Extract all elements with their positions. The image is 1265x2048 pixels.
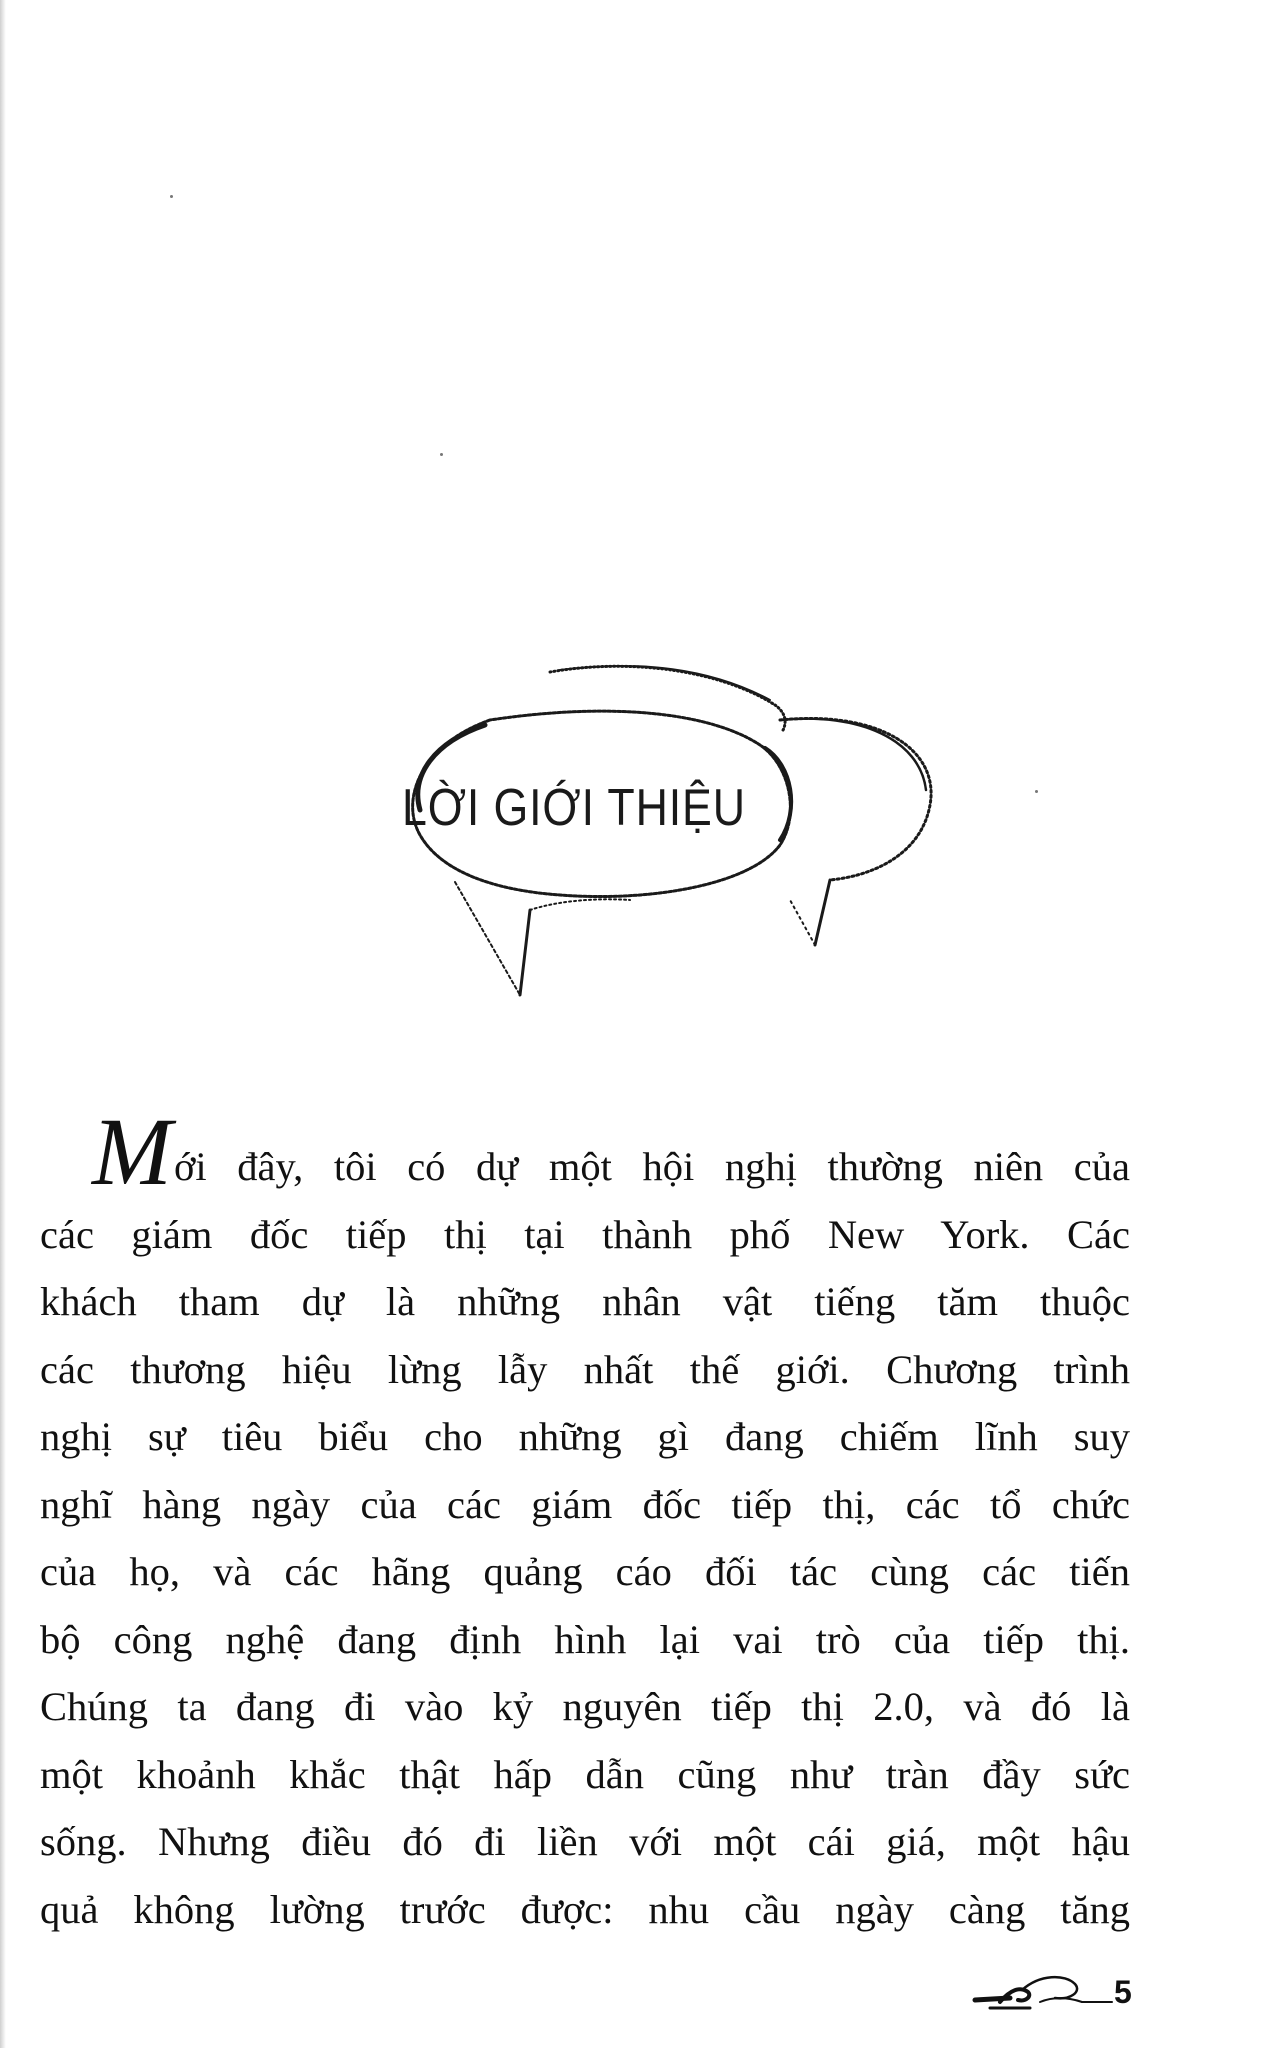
paragraph-line: sống. Nhưng điều đó đi liền với một cái giá, một hậu xyxy=(40,1819,1130,1864)
paragraph-line: khách tham dự là những nhân vật tiếng tăm thuộc xyxy=(40,1279,1130,1324)
bubble-tail xyxy=(455,882,520,995)
paragraph-line: bộ công nghệ đang định hình lại vai trò của tiếp thị. xyxy=(40,1616,1130,1662)
scan-speck xyxy=(440,453,443,456)
paragraph-line: của họ, và các hãng quảng cáo đối tác cùng các tiến xyxy=(40,1549,1130,1594)
paragraph-line: nghĩ hàng ngày của các giám đốc tiếp thị, các tổ chức xyxy=(40,1481,1130,1527)
paragraph-line: các thương hiệu lừng lẫy nhất thế giới. Chương trình xyxy=(40,1346,1130,1392)
paragraph-line-text: ới đây, tôi có dự một hội nghị thường niên của xyxy=(173,1144,1130,1189)
page-number: 5 xyxy=(1114,1974,1132,2010)
page-left-edge-shadow xyxy=(0,0,6,2048)
paragraph-line: quả không lường trước được: nhu cầu ngày càng tăng xyxy=(40,1886,1130,1932)
paragraph-line: một khoảnh khắc thật hấp dẫn cũng như tràn đầy sức xyxy=(40,1751,1130,1797)
bubble-swoosh xyxy=(550,666,785,732)
footer-ornament-icon xyxy=(970,1968,1120,2018)
scan-speck xyxy=(1035,790,1038,793)
body-paragraph xyxy=(40,1098,1130,1943)
paragraph-line: Chúng ta đang đi vào kỷ nguyên tiếp thị 2.0, và đó là xyxy=(40,1684,1130,1729)
drop-cap: M xyxy=(92,1098,172,1205)
paragraph-line xyxy=(40,1098,1130,1205)
chapter-heading: LỜI GIỚI THIỆU xyxy=(402,779,746,837)
back-speech-bubble xyxy=(780,718,931,880)
paragraph-line: các giám đốc tiếp thị tại thành phố New York. Các xyxy=(40,1211,1130,1257)
speech-bubbles-illustration xyxy=(360,650,960,1050)
paragraph-line: nghị sự tiêu biểu cho những gì đang chiếm lĩnh suy xyxy=(40,1414,1130,1459)
scan-speck xyxy=(170,195,173,198)
